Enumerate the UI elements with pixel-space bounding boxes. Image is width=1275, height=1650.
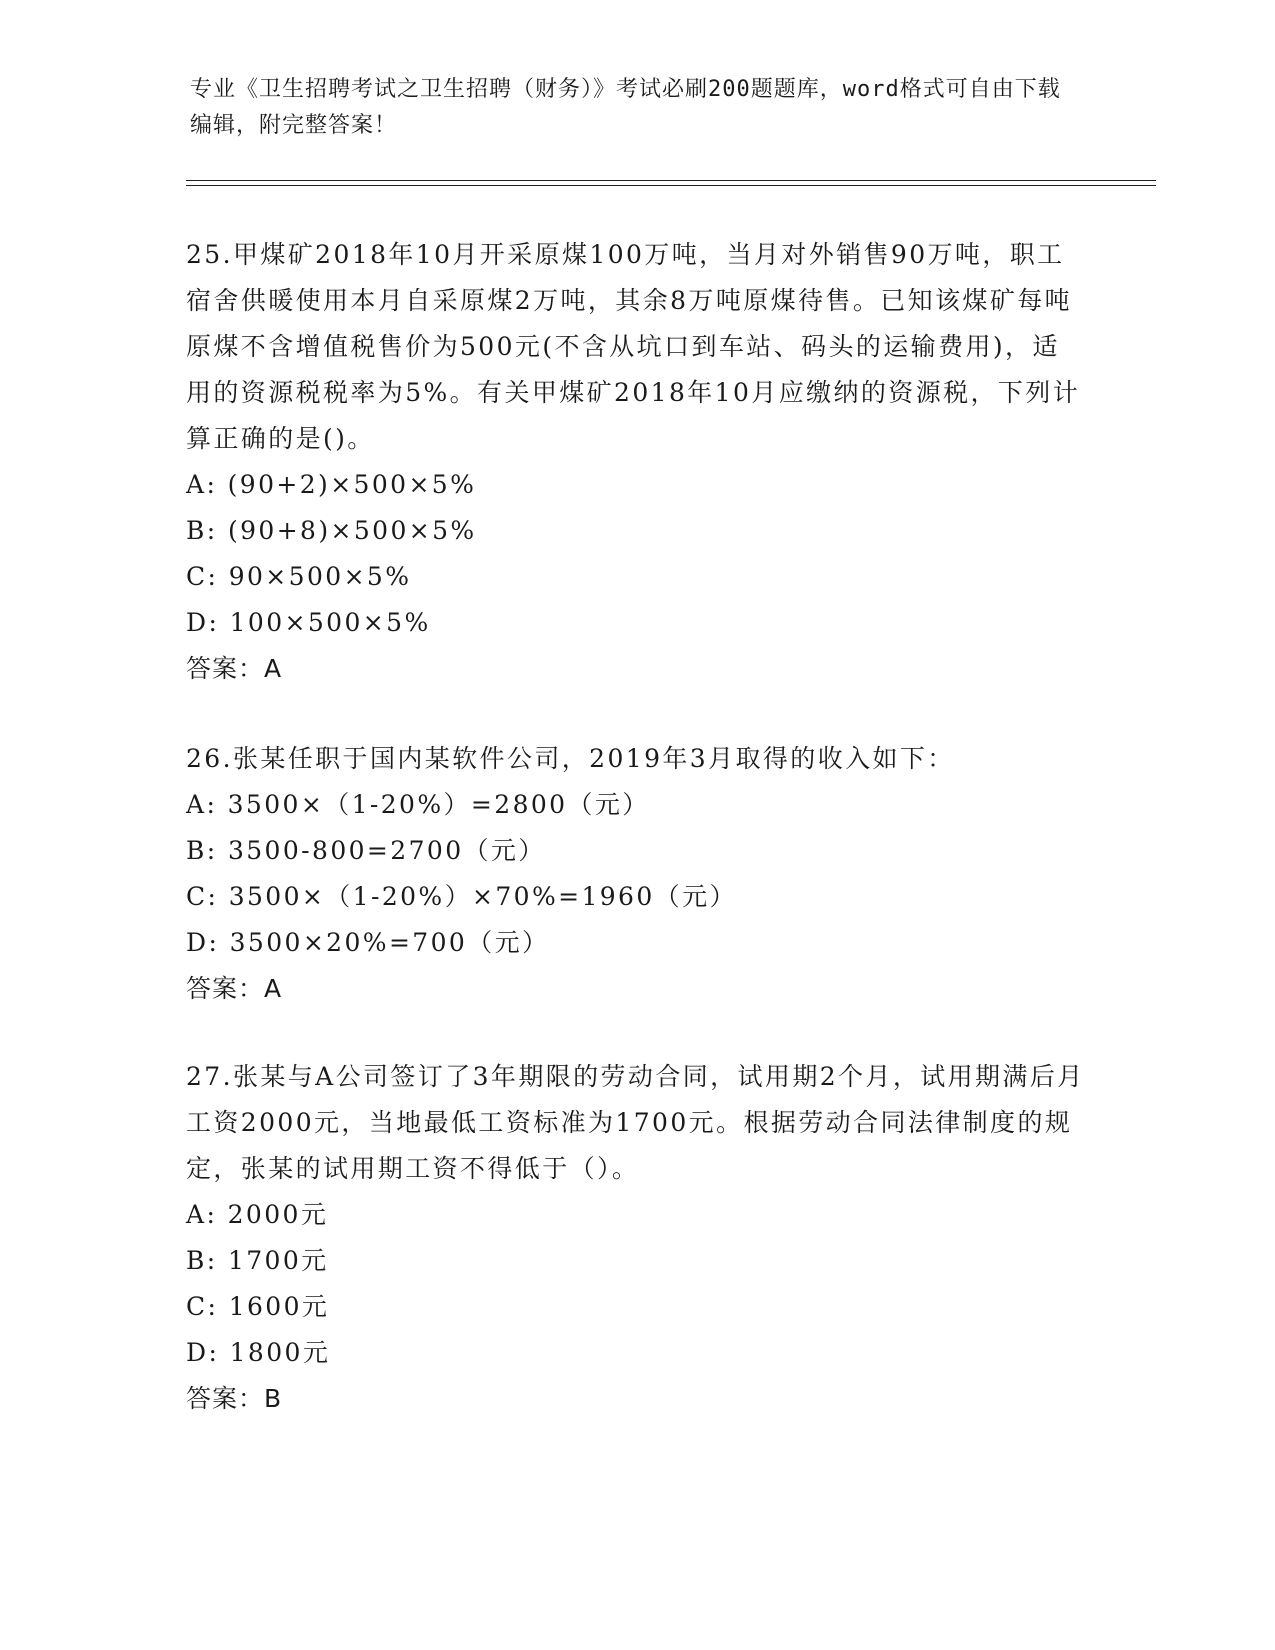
- option-b: B: (90+8)×500×5%: [186, 516, 477, 545]
- question-text: 26.张某任职于国内某软件公司，2019年3月取得的收入如下：: [186, 744, 955, 773]
- question-text: 27.张某与A公司签订了3年期限的劳动合同，试用期2个月，试用期满后月工资2000元，当地最低工资标准为1700元。根据劳动合同法律制度的规定，张某的试用期工资不得低于（）。: [186, 1062, 1085, 1183]
- option-d: D: 1800元: [186, 1338, 331, 1367]
- question-27: [186, 1054, 1086, 1422]
- question-26: [186, 736, 1086, 1012]
- option-c: C: 3500×（1-20%）×70%=1960（元）: [186, 882, 737, 911]
- question-25: [186, 232, 1086, 692]
- header-text: 专业《卫生招聘考试之卫生招聘（财务）》考试必刷200题题库，word格式可自由下载编辑，附完整答案！: [190, 77, 1061, 138]
- answer: 答案：A: [186, 974, 283, 1003]
- option-c: C: 90×500×5%: [186, 562, 412, 591]
- header-divider-top: [186, 180, 1156, 181]
- option-d: D: 100×500×5%: [186, 608, 431, 637]
- document-header: [190, 72, 1070, 144]
- option-b: B: 1700元: [186, 1246, 329, 1275]
- option-c: C: 1600元: [186, 1292, 330, 1321]
- answer: 答案：B: [186, 1384, 283, 1413]
- answer: 答案：A: [186, 654, 283, 683]
- option-a: A: (90+2)×500×5%: [186, 470, 477, 499]
- question-text: 25.甲煤矿2018年10月开采原煤100万吨，当月对外销售90万吨，职工宿舍供暖使用本月自采原煤2万吨，其余8万吨原煤待售。已知该煤矿每吨原煤不含增值税售价为500元(不含从坑口到车站、码头的运输费用)，适用的资源税税率为5%。有关甲煤矿2018年10月应缴纳的资源税，下列计算正确的是()。: [186, 240, 1081, 453]
- header-divider-bottom: [186, 185, 1156, 186]
- option-a: A: 3500×（1-20%）=2800（元）: [186, 790, 650, 819]
- option-d: D: 3500×20%=700（元）: [186, 928, 550, 957]
- option-a: A: 2000元: [186, 1200, 329, 1229]
- option-b: B: 3500-800=2700（元）: [186, 836, 546, 865]
